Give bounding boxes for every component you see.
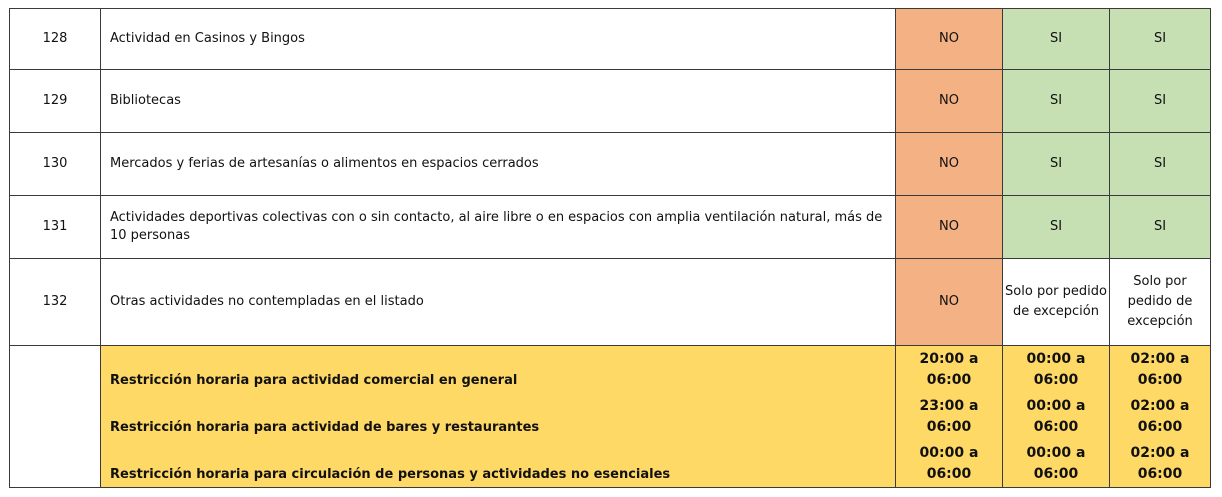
exception-text: Solo por pedido de excepción [1127,274,1193,329]
activity-description: Mercados y ferias de artesanías o alimentos en espacios cerrados [101,133,896,196]
restriction-time: 00:00 a 06:00 [1003,393,1110,440]
status-cell-no: NO [896,133,1003,196]
status-cell-si: SI [1003,196,1110,259]
restriction-row [10,440,1211,488]
status-cell-si: SI [1110,196,1211,259]
exception-text: Solo por pedido de excepción [1005,284,1107,319]
table-row [10,9,1211,70]
blank-number-cell [10,346,101,488]
row-number: 129 [10,70,101,133]
restriction-time: 20:00 a 06:00 [896,346,1003,394]
status-cell-si: SI [1110,133,1211,196]
status-cell-no: NO [896,259,1003,346]
status-cell-no: NO [896,70,1003,133]
restriction-time: 02:00 a 06:00 [1110,393,1211,440]
table-row [10,133,1211,196]
activity-description: Bibliotecas [101,70,896,133]
status-cell-si: SI [1003,133,1110,196]
status-cell-si: SI [1003,9,1110,70]
table-row [10,196,1211,259]
restriction-time: 02:00 a 06:00 [1110,440,1211,488]
status-cell-no: NO [896,196,1003,259]
restriction-time: 00:00 a 06:00 [896,440,1003,488]
restriction-label: Restricción horaria para circulación de personas y actividades no esenciales [101,440,896,488]
restriction-time: 23:00 a 06:00 [896,393,1003,440]
table-row [10,70,1211,133]
restriction-row [10,346,1211,394]
activities-table [9,8,1211,488]
table-row [10,259,1211,346]
restriction-row [10,393,1211,440]
restriction-time: 02:00 a 06:00 [1110,346,1211,394]
status-cell-exception [1003,259,1110,346]
row-number: 131 [10,196,101,259]
status-cell-si: SI [1110,9,1211,70]
activity-description: Actividad en Casinos y Bingos [101,9,896,70]
restriction-label: Restricción horaria para actividad de bares y restaurantes [101,393,896,440]
row-number: 132 [10,259,101,346]
restriction-time: 00:00 a 06:00 [1003,440,1110,488]
activity-description: Actividades deportivas colectivas con o sin contacto, al aire libre o en espacios con amplia ventilación natural, más de 10 personas [101,196,896,259]
row-number: 128 [10,9,101,70]
row-number: 130 [10,133,101,196]
restriction-label: Restricción horaria para actividad comercial en general [101,346,896,394]
activity-description: Otras actividades no contempladas en el listado [101,259,896,346]
restriction-time: 00:00 a 06:00 [1003,346,1110,394]
status-cell-no: NO [896,9,1003,70]
status-cell-exception [1110,259,1211,346]
status-cell-si: SI [1110,70,1211,133]
status-cell-si: SI [1003,70,1110,133]
